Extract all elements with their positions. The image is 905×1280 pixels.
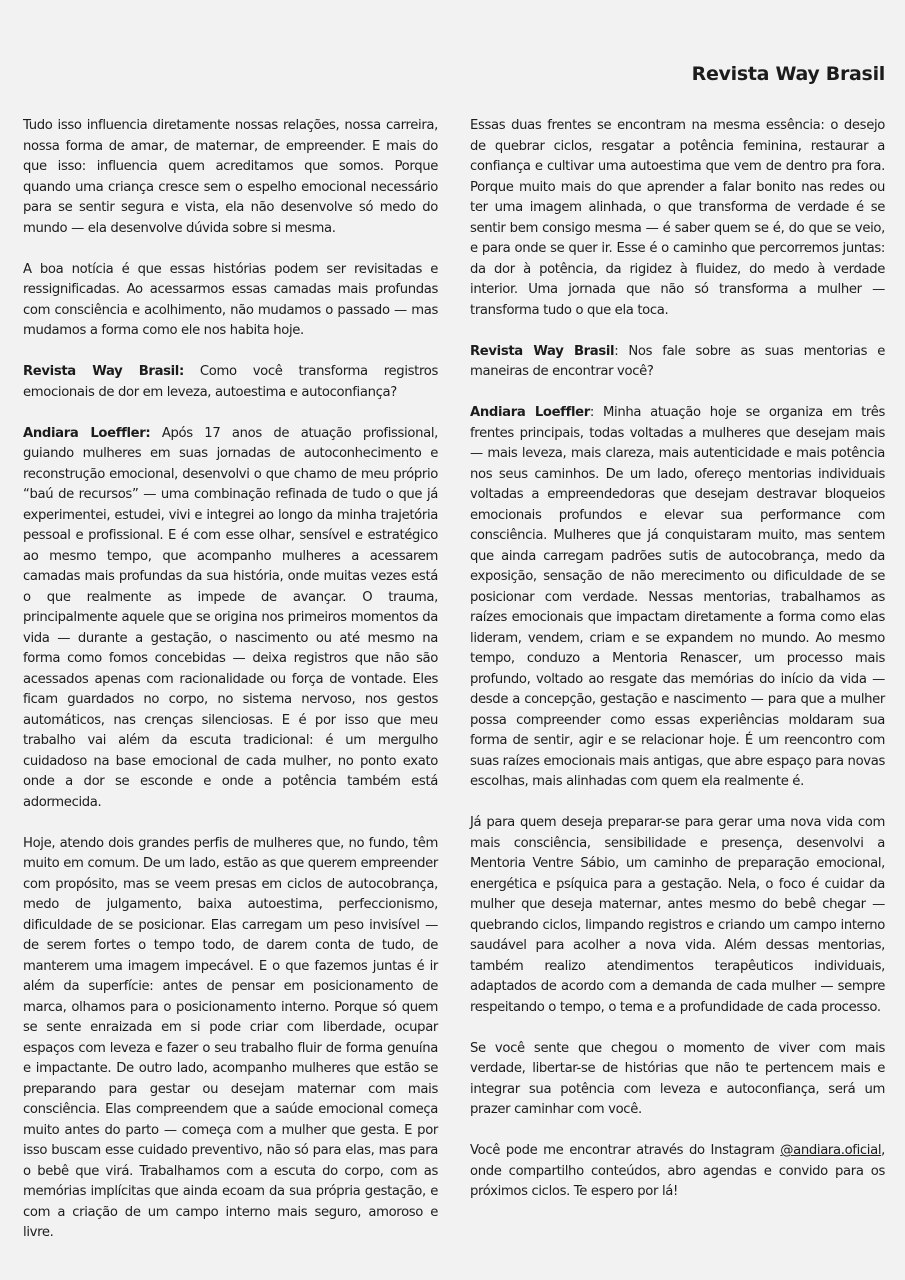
interview-question bbox=[23, 362, 438, 403]
paragraph: Tudo isso influencia diretamente nossas relações, nossa carreira, nossa forma de amar, de maternar, de empreender. E mais do que isso: influencia quem acreditamos que somos. Porque quando uma criança cresce sem o espelho emocional necessário para se sentir segura e vista, ela não desenvolve só medo do mundo — ela desenvolve dúvida sobre si mesma. bbox=[23, 118, 438, 236]
instagram-handle-link[interactable]: @andiara.oficial bbox=[780, 1143, 882, 1158]
article-columns bbox=[23, 116, 885, 1244]
paragraph: Se você sente que chegou o momento de viver com mais verdade, libertar-se de histórias que não te pertencem mais e integrar sua potência com leveza e autoconfiança, será um prazer caminhar com você. bbox=[470, 1040, 885, 1117]
page-header-title: Revista Way Brasil bbox=[691, 63, 885, 85]
question-text: : Nos fale sobre as suas mentorias e maneiras de encontrar você? bbox=[470, 343, 885, 379]
question-text: Como você transforma registros emocionais de dor em leveza, autoestima e autoconfiança? bbox=[23, 364, 438, 400]
right-column bbox=[470, 116, 885, 1244]
contact-text-before: Você pode me encontrar através do Instagram bbox=[470, 1143, 781, 1158]
interview-question bbox=[470, 342, 885, 383]
paragraph: A boa notícia é que essas histórias podem ser revisitadas e ressignificadas. Ao acessarmos essas camadas mais profundas com consciência e acolhimento, não mudamos o passado — mas mudamos a forma como ele nos habita hoje. bbox=[23, 261, 438, 338]
interview-answer bbox=[470, 403, 885, 793]
interviewer-label: Revista Way Brasil: bbox=[23, 364, 184, 379]
answer-text: : Minha atuação hoje se organiza em três frentes principais, todas voltadas a mulheres que desejam mais — mais leveza, mais clareza, mais autenticidade e mais potência nos seus caminhos. De um lado, ofereço mentorias individuais voltadas a empreendedoras que desejam destravar bloqueios emocionais profundos e elevar sua performance com consciência. Mulheres que já conquistaram muito, mas sentem que ainda carregam padrões sutis de autocobrança, medo da exposição, sensação de não merecimento ou dificuldade de se posicionar com verdade. Nessas mentorias, trabalhamos as raízes emocionais que impactam diretamente a forma como elas lideram, vendem, criam e se expandem no mundo. Ao mesmo tempo, conduzo a Mentoria Renascer, um processo mais profundo, voltado ao resgate das memórias do início da vida — desde a concepção, gestação e nascimento — para que a mulher possa compreender como essas experiências moldaram sua forma de sentir, agir e se relacionar hoje. É um reencontro com suas raízes emocionais mais antigas, que abre espaço para novas escolhas, mais alinhadas com quem ela realmente é. bbox=[470, 405, 885, 789]
interviewee-label: Andiara Loeffler bbox=[470, 405, 590, 420]
left-column bbox=[23, 116, 438, 1244]
contact-paragraph bbox=[470, 1141, 885, 1203]
interviewee-label: Andiara Loeffler: bbox=[23, 425, 151, 441]
paragraph: Hoje, atendo dois grandes perfis de mulheres que, no fundo, têm muito em comum. De um lado, estão as que querem empreender com propósito, mas se veem presas em ciclos de autocobrança, medo de julgamento, baixa autoestima, perfeccionismo, dificuldade de se posicionar. Elas carregam um peso invisível — de serem fortes o tempo todo, de darem conta de tudo, de manterem uma imagem impecável. E o que fazemos juntas é ir além da superfície: antes de pensar em posicionamento de marca, olhamos para o posicionamento interno. Porque só quem se sente enraizada em si pode criar com liberdade, ocupar espaços com leveza e fazer o seu trabalho fluir de forma genuína e impactante. De outro lado, acompanho mulheres que estão se preparando para gestar ou desejam maternar com mais consciência. Elas compreendem que a saúde emocional começa muito antes do parto — começa com a mulher que gesta. E por isso buscam esse cuidado preventivo, não só para elas, mas para o bebê que virá. Trabalhamos com a escuta do corpo, com as memórias implícitas que ainda ecoam da sua própria gestação, e com a criação de um campo interno mais seguro, amoroso e livre. bbox=[23, 835, 438, 1240]
answer-text: Após 17 anos de atuação profissional, guiando mulheres em suas jornadas de autoconhecimento e reconstrução emocional, desenvolvi o que chamo de meu próprio “baú de recursos” — uma combinação refinada de tudo o que já experimentei, estudei, vivi e integrei ao longo da minha trajetória pessoal e profissional. E é com esse olhar, sensível e estratégico ao mesmo tempo, que acompanho mulheres a acessarem camadas mais profundas da sua história, onde muitas vezes está o que realmente as impede de avançar. O trauma, principalmente aquele que se origina nos primeiros momentos da vida — durante a gestação, o nascimento ou até mesmo na forma como fomos concebidas — deixa registros que não são acessados apenas com racionalidade ou força de vontade. Eles ficam guardados no corpo, no sistema nervoso, nos gestos automáticos, nas crenças silenciosas. E é por isso que meu trabalho vai além da escuta tradicional: é um mergulho cuidadoso na base emocional de cada mulher, no ponto exato onde a dor se esconde e onde a potência também está adormecida. bbox=[23, 425, 438, 810]
paragraph: Já para quem deseja preparar-se para gerar uma nova vida com mais consciência, sensibilidade e presença, desenvolvi a Mentoria Ventre Sábio, um caminho de preparação emocional, energética e psíquica para a gestação. Nela, o foco é cuidar da mulher que deseja maternar, antes mesmo do bebê chegar — quebrando ciclos, limpando registros e criando um campo interno saudável para acolher a nova vida. Além dessas mentorias, também realizo atendimentos terapêuticos individuais, adaptados de acordo com a demanda de cada mulher — sempre respeitando o tempo, o tema e a profundidade de cada processo. bbox=[470, 815, 885, 1015]
contact-text-after: , onde compartilho conteúdos, abro agendas e convido para os próximos ciclos. Te espero por lá! bbox=[470, 1143, 885, 1199]
interview-answer bbox=[23, 424, 438, 814]
interviewer-label: Revista Way Brasil bbox=[470, 343, 615, 359]
paragraph: Essas duas frentes se encontram na mesma essência: o desejo de quebrar ciclos, resgatar a potência feminina, restaurar a confiança e cultivar uma autoestima que vem de dentro pra fora. Porque muito mais do que aprender a falar bonito nas redes ou ter uma imagem alinhada, o que transforma de verdade é se sentir bem consigo mesma — é saber quem se é, do que se veio, e para onde se quer ir. Esse é o caminho que percorremos juntas: da dor à potência, da rigidez à fluidez, do medo à verdade interior. Uma jornada que não só transforma a mulher — transforma tudo o que ela toca. bbox=[470, 118, 885, 318]
